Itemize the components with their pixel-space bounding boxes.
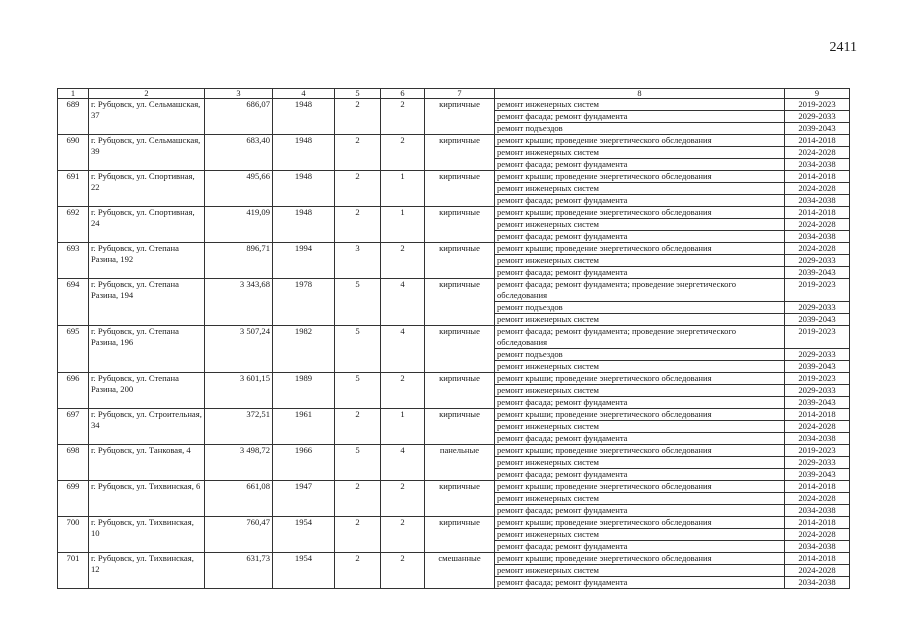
column-header: 8	[495, 89, 785, 99]
area-cell: 372,51	[205, 409, 273, 445]
address-cell: г. Рубцовск, ул. Степана Разина, 192	[89, 243, 205, 279]
table-row	[58, 517, 850, 529]
floors-cell: 5	[335, 373, 381, 409]
row-number-cell: 697	[58, 409, 89, 445]
period-cell: 2014-2018	[785, 207, 850, 219]
table-row	[58, 243, 850, 255]
work-type-cell: ремонт фасада; ремонт фундамента	[495, 505, 785, 517]
work-type-cell: ремонт инженерных систем	[495, 314, 785, 326]
year-cell: 1948	[273, 99, 335, 135]
work-type-cell: ремонт инженерных систем	[495, 565, 785, 577]
work-type-cell: ремонт подъездов	[495, 302, 785, 314]
work-type-cell: ремонт крыши; проведение энергетического обследования	[495, 373, 785, 385]
entrances-cell: 2	[381, 99, 425, 135]
entrances-cell: 2	[381, 553, 425, 589]
period-cell: 2014-2018	[785, 409, 850, 421]
work-type-cell: ремонт крыши; проведение энергетического обследования	[495, 481, 785, 493]
row-number-cell: 689	[58, 99, 89, 135]
year-cell: 1954	[273, 553, 335, 589]
entrances-cell: 1	[381, 409, 425, 445]
period-cell: 2029-2033	[785, 111, 850, 123]
floors-cell: 2	[335, 171, 381, 207]
floors-cell: 5	[335, 326, 381, 373]
work-type-cell: ремонт фасада; ремонт фундамента	[495, 469, 785, 481]
work-type-cell: ремонт инженерных систем	[495, 421, 785, 433]
period-cell: 2019-2023	[785, 279, 850, 302]
material-cell: кирпичные	[425, 135, 495, 171]
floors-cell: 2	[335, 517, 381, 553]
address-cell: г. Рубцовск, ул. Спортивная, 22	[89, 171, 205, 207]
work-type-cell: ремонт инженерных систем	[495, 147, 785, 159]
material-cell: кирпичные	[425, 243, 495, 279]
row-number-cell: 693	[58, 243, 89, 279]
floors-cell: 2	[335, 207, 381, 243]
material-cell: кирпичные	[425, 481, 495, 517]
work-type-cell: ремонт инженерных систем	[495, 361, 785, 373]
period-cell: 2014-2018	[785, 171, 850, 183]
year-cell: 1954	[273, 517, 335, 553]
period-cell: 2034-2038	[785, 505, 850, 517]
table-row	[58, 171, 850, 183]
material-cell: смешанные	[425, 553, 495, 589]
work-type-cell: ремонт инженерных систем	[495, 219, 785, 231]
year-cell: 1982	[273, 326, 335, 373]
row-number-cell: 699	[58, 481, 89, 517]
work-type-cell: ремонт крыши; проведение энергетического обследования	[495, 171, 785, 183]
row-number-cell: 701	[58, 553, 89, 589]
column-header: 6	[381, 89, 425, 99]
period-cell: 2019-2023	[785, 99, 850, 111]
period-cell: 2034-2038	[785, 195, 850, 207]
period-cell: 2019-2023	[785, 445, 850, 457]
material-cell: кирпичные	[425, 207, 495, 243]
entrances-cell: 2	[381, 243, 425, 279]
work-type-cell: ремонт фасада; ремонт фундамента; проведение энергетического обследования	[495, 326, 785, 349]
page-number: 2411	[829, 40, 857, 55]
row-number-cell: 696	[58, 373, 89, 409]
column-header: 3	[205, 89, 273, 99]
address-cell: г. Рубцовск, ул. Сельмашская, 37	[89, 99, 205, 135]
area-cell: 419,09	[205, 207, 273, 243]
table-row	[58, 445, 850, 457]
period-cell: 2024-2028	[785, 243, 850, 255]
entrances-cell: 4	[381, 445, 425, 481]
work-type-cell: ремонт фасада; ремонт фундамента	[495, 111, 785, 123]
table-row	[58, 279, 850, 302]
row-number-cell: 691	[58, 171, 89, 207]
row-number-cell: 694	[58, 279, 89, 326]
floors-cell: 2	[335, 99, 381, 135]
entrances-cell: 2	[381, 135, 425, 171]
work-type-cell: ремонт фасада; ремонт фундамента	[495, 267, 785, 279]
address-cell: г. Рубцовск, ул. Степана Разина, 196	[89, 326, 205, 373]
period-cell: 2029-2033	[785, 302, 850, 314]
row-number-cell: 692	[58, 207, 89, 243]
period-cell: 2014-2018	[785, 553, 850, 565]
area-cell: 3 601,15	[205, 373, 273, 409]
period-cell: 2034-2038	[785, 577, 850, 589]
year-cell: 1948	[273, 207, 335, 243]
work-type-cell: ремонт крыши; проведение энергетического обследования	[495, 517, 785, 529]
area-cell: 3 507,24	[205, 326, 273, 373]
work-type-cell: ремонт инженерных систем	[495, 255, 785, 267]
entrances-cell: 2	[381, 517, 425, 553]
work-type-cell: ремонт крыши; проведение энергетического обследования	[495, 445, 785, 457]
table-row	[58, 99, 850, 111]
material-cell: кирпичные	[425, 409, 495, 445]
floors-cell: 3	[335, 243, 381, 279]
floors-cell: 5	[335, 445, 381, 481]
period-cell: 2034-2038	[785, 541, 850, 553]
period-cell: 2024-2028	[785, 219, 850, 231]
period-cell: 2029-2033	[785, 255, 850, 267]
period-cell: 2029-2033	[785, 349, 850, 361]
period-cell: 2029-2033	[785, 457, 850, 469]
work-type-cell: ремонт крыши; проведение энергетического обследования	[495, 243, 785, 255]
period-cell: 2039-2043	[785, 123, 850, 135]
period-cell: 2019-2023	[785, 373, 850, 385]
work-type-cell: ремонт фасада; ремонт фундамента	[495, 195, 785, 207]
row-number-cell: 695	[58, 326, 89, 373]
address-cell: г. Рубцовск, ул. Спортивная, 24	[89, 207, 205, 243]
work-type-cell: ремонт фасада; ремонт фундамента	[495, 433, 785, 445]
address-cell: г. Рубцовск, ул. Тихвинская, 6	[89, 481, 205, 517]
period-cell: 2039-2043	[785, 267, 850, 279]
area-cell: 3 343,68	[205, 279, 273, 326]
area-cell: 631,73	[205, 553, 273, 589]
period-cell: 2024-2028	[785, 147, 850, 159]
period-cell: 2034-2038	[785, 231, 850, 243]
work-type-cell: ремонт фасада; ремонт фундамента	[495, 159, 785, 171]
floors-cell: 2	[335, 553, 381, 589]
period-cell: 2039-2043	[785, 469, 850, 481]
address-cell: г. Рубцовск, ул. Тихвинская, 10	[89, 517, 205, 553]
entrances-cell: 4	[381, 326, 425, 373]
work-type-cell: ремонт фасада; ремонт фундамента	[495, 397, 785, 409]
work-type-cell: ремонт инженерных систем	[495, 183, 785, 195]
housing-repair-table	[57, 88, 850, 589]
work-type-cell: ремонт фасада; ремонт фундамента	[495, 577, 785, 589]
column-header: 7	[425, 89, 495, 99]
table-row	[58, 207, 850, 219]
column-header: 2	[89, 89, 205, 99]
area-cell: 896,71	[205, 243, 273, 279]
floors-cell: 2	[335, 135, 381, 171]
material-cell: кирпичные	[425, 279, 495, 326]
table-row	[58, 481, 850, 493]
period-cell: 2014-2018	[785, 135, 850, 147]
row-number-cell: 700	[58, 517, 89, 553]
table-row	[58, 409, 850, 421]
period-cell: 2024-2028	[785, 183, 850, 195]
period-cell: 2024-2028	[785, 565, 850, 577]
period-cell: 2034-2038	[785, 159, 850, 171]
table-body	[58, 89, 850, 589]
column-header: 5	[335, 89, 381, 99]
row-number-cell: 690	[58, 135, 89, 171]
work-type-cell: ремонт подъездов	[495, 349, 785, 361]
period-cell: 2024-2028	[785, 529, 850, 541]
year-cell: 1994	[273, 243, 335, 279]
year-cell: 1989	[273, 373, 335, 409]
row-number-cell: 698	[58, 445, 89, 481]
address-cell: г. Рубцовск, ул. Степана Разина, 200	[89, 373, 205, 409]
period-cell: 2014-2018	[785, 481, 850, 493]
work-type-cell: ремонт крыши; проведение энергетического обследования	[495, 553, 785, 565]
work-type-cell: ремонт фасада; ремонт фундамента	[495, 231, 785, 243]
material-cell: кирпичные	[425, 171, 495, 207]
work-type-cell: ремонт крыши; проведение энергетического обследования	[495, 135, 785, 147]
column-header: 1	[58, 89, 89, 99]
work-type-cell: ремонт крыши; проведение энергетического обследования	[495, 409, 785, 421]
year-cell: 1948	[273, 135, 335, 171]
table-row	[58, 326, 850, 349]
work-type-cell: ремонт инженерных систем	[495, 99, 785, 111]
area-cell: 3 498,72	[205, 445, 273, 481]
material-cell: панельные	[425, 445, 495, 481]
area-cell: 760,47	[205, 517, 273, 553]
year-cell: 1961	[273, 409, 335, 445]
period-cell: 2029-2033	[785, 385, 850, 397]
address-cell: г. Рубцовск, ул. Тихвинская, 12	[89, 553, 205, 589]
work-type-cell: ремонт подъездов	[495, 123, 785, 135]
work-type-cell: ремонт фасада; ремонт фундамента	[495, 541, 785, 553]
entrances-cell: 1	[381, 171, 425, 207]
address-cell: г. Рубцовск, ул. Строительная, 34	[89, 409, 205, 445]
floors-cell: 2	[335, 409, 381, 445]
work-type-cell: ремонт крыши; проведение энергетического обследования	[495, 207, 785, 219]
material-cell: кирпичные	[425, 99, 495, 135]
period-cell: 2039-2043	[785, 361, 850, 373]
work-type-cell: ремонт фасада; ремонт фундамента; проведение энергетического обследования	[495, 279, 785, 302]
area-cell: 683,40	[205, 135, 273, 171]
year-cell: 1978	[273, 279, 335, 326]
work-type-cell: ремонт инженерных систем	[495, 385, 785, 397]
column-number-row	[58, 89, 850, 99]
material-cell: кирпичные	[425, 326, 495, 373]
period-cell: 2024-2028	[785, 421, 850, 433]
material-cell: кирпичные	[425, 373, 495, 409]
year-cell: 1948	[273, 171, 335, 207]
work-type-cell: ремонт инженерных систем	[495, 529, 785, 541]
period-cell: 2039-2043	[785, 314, 850, 326]
address-cell: г. Рубцовск, ул. Сельмашская, 39	[89, 135, 205, 171]
column-header: 9	[785, 89, 850, 99]
table-row	[58, 373, 850, 385]
table-row	[58, 553, 850, 565]
year-cell: 1947	[273, 481, 335, 517]
area-cell: 661,08	[205, 481, 273, 517]
period-cell: 2019-2023	[785, 326, 850, 349]
address-cell: г. Рубцовск, ул. Степана Разина, 194	[89, 279, 205, 326]
entrances-cell: 2	[381, 373, 425, 409]
floors-cell: 5	[335, 279, 381, 326]
floors-cell: 2	[335, 481, 381, 517]
period-cell: 2014-2018	[785, 517, 850, 529]
table-row	[58, 135, 850, 147]
period-cell: 2024-2028	[785, 493, 850, 505]
area-cell: 686,07	[205, 99, 273, 135]
period-cell: 2034-2038	[785, 433, 850, 445]
column-header: 4	[273, 89, 335, 99]
year-cell: 1966	[273, 445, 335, 481]
entrances-cell: 2	[381, 481, 425, 517]
material-cell: кирпичные	[425, 517, 495, 553]
work-type-cell: ремонт инженерных систем	[495, 457, 785, 469]
work-type-cell: ремонт инженерных систем	[495, 493, 785, 505]
area-cell: 495,66	[205, 171, 273, 207]
period-cell: 2039-2043	[785, 397, 850, 409]
entrances-cell: 4	[381, 279, 425, 326]
address-cell: г. Рубцовск, ул. Танковая, 4	[89, 445, 205, 481]
entrances-cell: 1	[381, 207, 425, 243]
